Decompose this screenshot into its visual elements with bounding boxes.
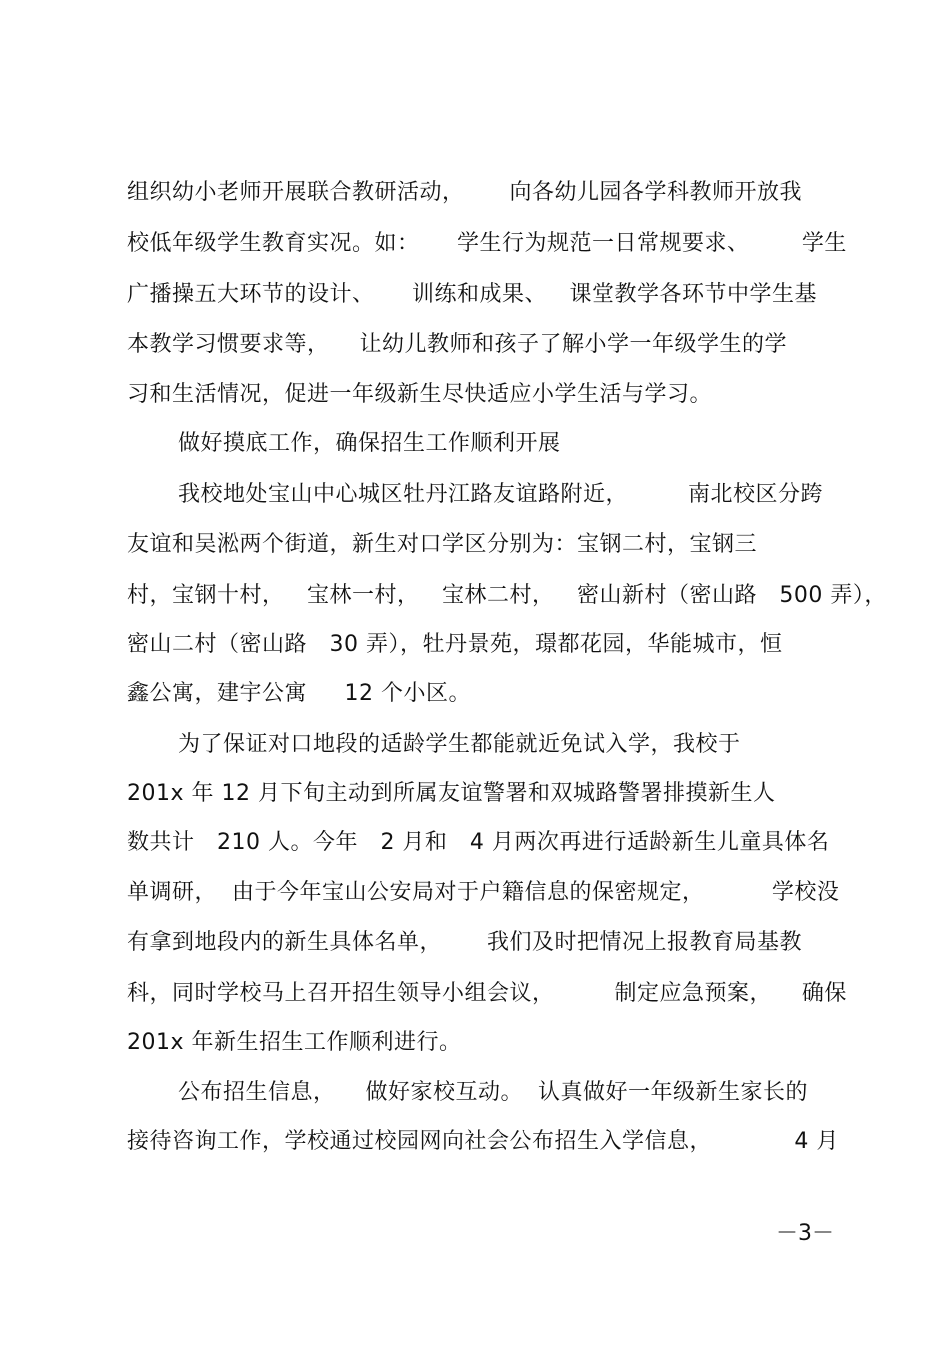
- text-line: 201x 年新生招生工作顺利进行。: [127, 1030, 462, 1055]
- text-line: 公布招生信息， 做好家校互动。 认真做好一年级新生家长的: [178, 1080, 808, 1105]
- text-line: 单调研， 由于今年宝山公安局对于户籍信息的保密规定， 学校没: [127, 880, 840, 905]
- text-line: 村，宝钢十村， 宝林一村， 宝林二村， 密山新村（密山路 500 弄），: [127, 583, 887, 608]
- text-line: 鑫公寓，建宇公寓 12 个小区。: [127, 681, 471, 706]
- text-line: 本教学习惯要求等， 让幼儿教师和孩子了解小学一年级学生的学: [127, 332, 787, 357]
- text-line: 201x 年 12 月下旬主动到所属友谊警署和双城路警署排摸新生人: [127, 781, 776, 806]
- text-line: 广播操五大环节的设计、 训练和成果、 课堂教学各环节中学生基: [127, 282, 817, 307]
- text-line: 我校地处宝山中心城区牡丹江路友谊路附近， 南北校区分跨: [178, 482, 823, 507]
- page-number: －3－: [776, 1221, 834, 1246]
- text-line: 习和生活情况，促进一年级新生尽快适应小学生活与学习。: [127, 382, 713, 407]
- text-line: 密山二村（密山路 30 弄），牡丹景苑，璟都花园，华能城市，恒: [127, 632, 783, 657]
- text-line: 组织幼小老师开展联合教研活动， 向各幼儿园各学科教师开放我: [127, 180, 802, 205]
- section-heading: 做好摸底工作，确保招生工作顺利开展: [178, 431, 561, 456]
- text-line: 校低年级学生教育实况。如： 学生行为规范一日常规要求、 学生: [127, 231, 847, 256]
- text-line: 有拿到地段内的新生具体名单， 我们及时把情况上报教育局基教: [127, 930, 802, 955]
- text-line: 为了保证对口地段的适龄学生都能就近免试入学，我校于: [178, 732, 741, 757]
- text-line: 友谊和吴淞两个街道，新生对口学区分别为：宝钢二村，宝钢三: [127, 532, 758, 557]
- text-line: 接待咨询工作，学校通过校园网向社会公布招生入学信息， 4 月: [127, 1129, 839, 1154]
- text-line: 科，同时学校马上召开招生领导小组会议， 制定应急预案， 确保: [127, 981, 847, 1006]
- text-line: 数共计 210 人。今年 2 月和 4 月两次再进行适龄新生儿童具体名: [127, 830, 830, 855]
